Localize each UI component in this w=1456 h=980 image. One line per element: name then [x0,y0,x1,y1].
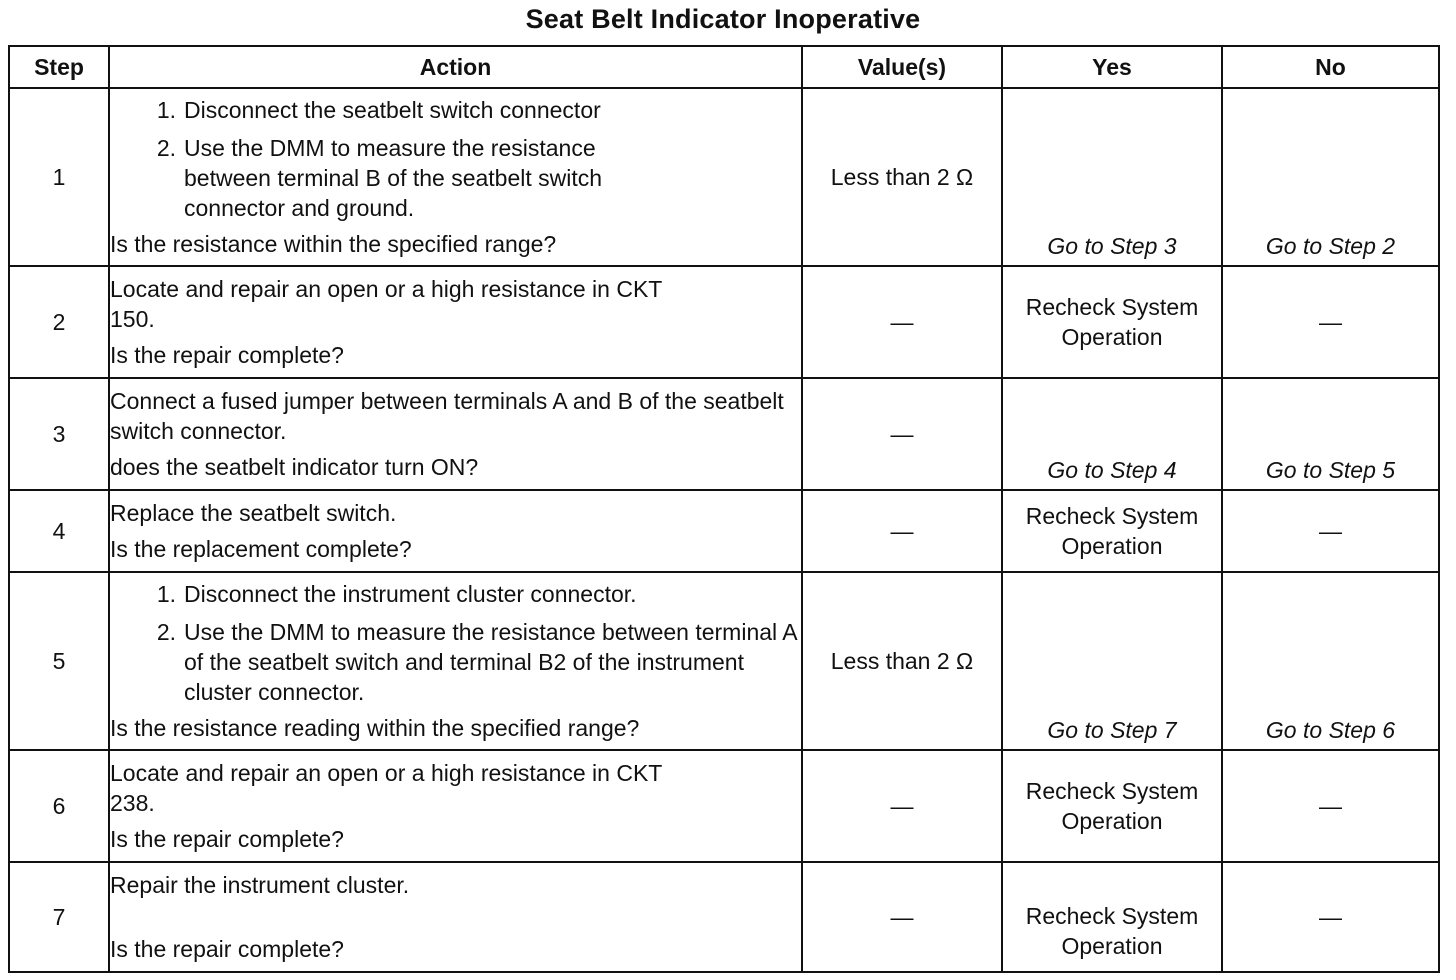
list-number: 2. [156,135,176,161]
dash: — [890,309,914,335]
step-number: 6 [9,750,109,862]
no-cell [1222,266,1439,378]
no-cell [1222,750,1439,862]
action-cell [109,490,802,572]
header-action: Action [109,46,802,88]
value-cell: Less than 2 Ω [802,88,1002,266]
header-step: Step [9,46,109,88]
yes-result: Go to Step 4 [1047,457,1177,483]
list-item-text: Use the DMM to measure the resistance between terminal A of the seatbelt switch and terminal B2 of the instrument cluster connector. [184,619,797,705]
step-number: 2 [9,266,109,378]
dash: — [890,421,914,447]
step-number: 1 [9,88,109,266]
yes-cell [1002,88,1222,266]
action-list [110,95,801,223]
no-result: Go to Step 6 [1265,717,1396,743]
diagnostic-table [8,45,1440,973]
yes-result: Recheck System Operation [1025,903,1199,959]
header-values: Value(s) [802,46,1002,88]
dash: — [890,904,914,930]
table-row [9,88,1439,266]
action-question: Is the resistance within the specified range? [110,231,557,257]
action-text: Replace the seatbelt switch. [110,500,397,526]
action-question: Is the repair complete? [110,826,344,852]
list-number: 1. [156,97,176,123]
table-row [9,378,1439,490]
step-number: 5 [9,572,109,750]
list-item [110,617,801,707]
dash: — [1319,309,1342,335]
action-cell [109,378,802,490]
dash: — [1319,518,1342,544]
action-question: Is the replacement complete? [110,536,412,562]
step-number: 4 [9,490,109,572]
step-number: 7 [9,862,109,972]
value-cell [802,750,1002,862]
action-text: Repair the instrument cluster. [110,872,410,898]
action-text: Connect a fused jumper between terminals A and B of the seatbelt switch connector. [110,388,784,444]
no-cell [1222,490,1439,572]
action-cell [109,88,802,266]
yes-result: Go to Step 3 [1047,233,1177,259]
value-cell [802,490,1002,572]
list-item [110,579,801,609]
yes-result: Recheck System Operation [1025,778,1199,834]
action-cell [109,862,802,972]
yes-cell [1002,862,1222,972]
no-result: Go to Step 2 [1265,233,1396,259]
action-list [110,579,801,707]
action-text: Locate and repair an open or a high resistance in CKT 238. [110,760,662,816]
action-question: Is the resistance reading within the specified range? [110,715,640,741]
table-row [9,572,1439,750]
action-cell [109,750,802,862]
list-item [110,95,801,125]
no-cell [1222,572,1439,750]
value-cell [802,862,1002,972]
step-number: 3 [9,378,109,490]
no-cell [1222,378,1439,490]
action-cell [109,266,802,378]
action-text: Locate and repair an open or a high resistance in CKT 150. [110,276,662,332]
yes-cell [1002,378,1222,490]
list-item-text: Disconnect the instrument cluster connector. [184,581,637,607]
page-title: Seat Belt Indicator Inoperative [525,4,921,34]
list-number: 2. [156,619,176,645]
dash: — [890,793,914,819]
yes-result: Recheck System Operation [1025,294,1199,350]
yes-result: Recheck System Operation [1025,503,1199,559]
spacer [110,900,801,928]
no-cell [1222,862,1439,972]
yes-cell [1002,750,1222,862]
table-row [9,266,1439,378]
yes-cell [1002,490,1222,572]
action-question: Is the repair complete? [110,936,344,962]
yes-result: Go to Step 7 [1047,717,1177,743]
table-row [9,750,1439,862]
list-item [110,133,801,223]
action-question: Is the repair complete? [110,342,344,368]
table-row [9,862,1439,972]
list-item-text: Disconnect the seatbelt switch connector [184,97,601,123]
no-result: Go to Step 5 [1265,457,1396,483]
no-cell [1222,88,1439,266]
yes-cell [1002,572,1222,750]
yes-cell [1002,266,1222,378]
value-cell [802,266,1002,378]
dash: — [1319,793,1342,819]
table-row [9,490,1439,572]
list-item-text: Use the DMM to measure the resistance between terminal B of the seatbelt switch connector and ground. [184,135,603,221]
value-cell [802,378,1002,490]
action-question: does the seatbelt indicator turn ON? [110,454,479,480]
list-number: 1. [156,581,176,607]
dash: — [1319,904,1342,930]
header-no: No [1222,46,1439,88]
action-cell [109,572,802,750]
value-cell: Less than 2 Ω [802,572,1002,750]
dash: — [890,518,914,544]
header-row [9,46,1439,88]
header-yes: Yes [1002,46,1222,88]
